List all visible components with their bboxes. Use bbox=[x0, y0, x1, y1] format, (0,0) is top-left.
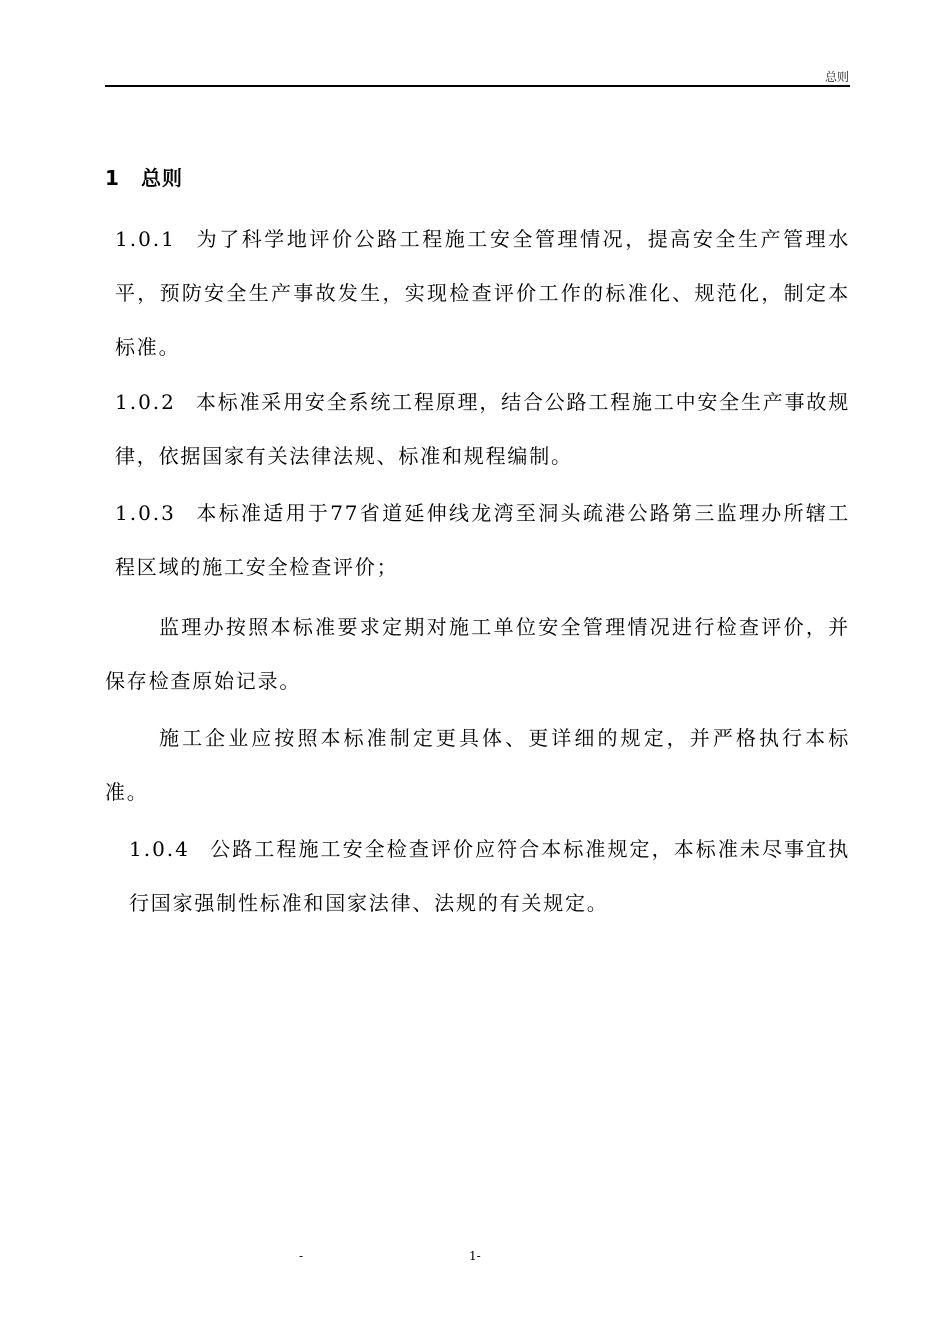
chapter-number: 1 bbox=[105, 166, 120, 190]
paragraph-contractor bbox=[105, 711, 850, 819]
page-number: 1- bbox=[469, 1249, 481, 1263]
footer-dash: - bbox=[299, 1249, 304, 1263]
clause-1-0-1 bbox=[105, 212, 850, 374]
running-header: 总则 bbox=[824, 70, 849, 84]
clause-1-0-4 bbox=[105, 822, 850, 930]
clause-text: 为了科学地评价公路工程施工安全管理情况，提高安全生产管理水平，预防安全生产事故发生，实现检查评价工作的标准化、规范化，制定本标准。 bbox=[115, 227, 850, 359]
paragraph-supervision bbox=[105, 600, 850, 708]
paragraph-text: 监理办按照本标准要求定期对施工单位安全管理情况进行检查评价，并保存检查原始记录。 bbox=[105, 615, 850, 693]
clause-number: 1.0.3 bbox=[115, 501, 176, 525]
clause-text: 公路工程施工安全检查评价应符合本标准规定，本标准未尽事宜执行国家强制性标准和国家法律、法规的有关规定。 bbox=[129, 837, 850, 915]
clause-number: 1.0.1 bbox=[115, 227, 176, 251]
clause-text: 本标准采用安全系统工程原理，结合公路工程施工中安全生产事故规律，依据国家有关法律法规、标准和规程编制。 bbox=[115, 390, 850, 468]
header-rule bbox=[105, 85, 850, 87]
paragraph-text: 施工企业应按照本标准制定更具体、更详细的规定，并严格执行本标准。 bbox=[105, 726, 850, 804]
clause-1-0-2 bbox=[105, 375, 850, 483]
chapter-title bbox=[105, 162, 183, 191]
clause-number: 1.0.2 bbox=[115, 390, 176, 414]
chapter-title-text: 总则 bbox=[141, 166, 183, 190]
clause-1-0-3 bbox=[105, 486, 850, 594]
clause-text: 本标准适用于77省道延伸线龙湾至洞头疏港公路第三监理办所辖工程区域的施工安全检查评价； bbox=[115, 501, 850, 579]
clause-number: 1.0.4 bbox=[129, 837, 190, 861]
